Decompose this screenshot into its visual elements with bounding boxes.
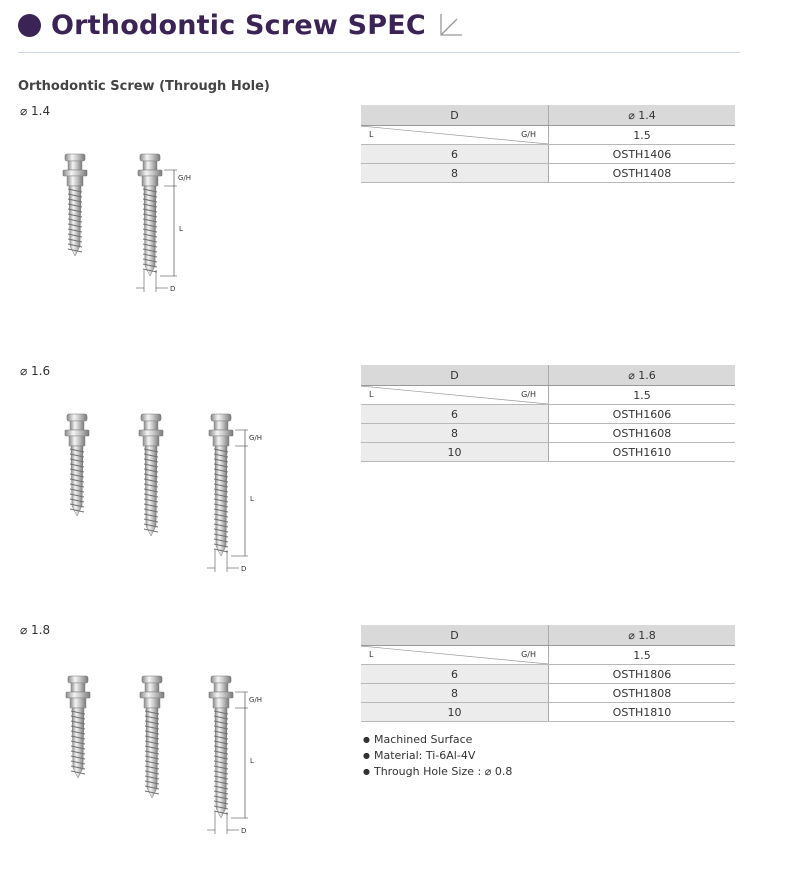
screw-illustration: [207, 674, 267, 844]
svg-text:L: L: [250, 757, 254, 765]
feature-item: ● Machined Surface: [363, 733, 512, 746]
row-code: OSTH1810: [549, 703, 736, 722]
header-divider: [18, 52, 740, 53]
row-code: OSTH1606: [549, 405, 736, 424]
row-length: 8: [361, 424, 549, 443]
row-length: 10: [361, 443, 549, 462]
row-code: OSTH1406: [549, 145, 736, 164]
row-code: OSTH1806: [549, 665, 736, 684]
section-subtitle: Orthodontic Screw (Through Hole): [18, 79, 270, 94]
size-label-1-8: ⌀ 1.8: [20, 623, 51, 637]
diag-label-gh: G/H: [521, 390, 536, 399]
spec-table-1-8: [361, 625, 735, 722]
chart-corner-icon: [438, 12, 464, 38]
feature-list: [363, 733, 512, 781]
header-d: D: [361, 105, 549, 126]
svg-text:G/H: G/H: [178, 174, 192, 182]
diag-label-l: L: [369, 130, 374, 139]
row-length: 6: [361, 665, 549, 684]
diag-cell: [361, 386, 549, 405]
page-header: [18, 8, 464, 42]
diag-label-gh: G/H: [521, 650, 536, 659]
screw-illustration: [207, 412, 267, 582]
feature-item: ● Through Hole Size : ⌀ 0.8: [363, 765, 512, 778]
header-diameter: ⌀ 1.4: [549, 105, 736, 126]
row-length: 8: [361, 164, 549, 183]
size-label-1-4: ⌀ 1.4: [20, 104, 51, 118]
screw-illustration: [138, 674, 170, 824]
screw-illustration: [137, 412, 169, 562]
row-code: OSTH1608: [549, 424, 736, 443]
gh-value: 1.5: [549, 646, 736, 665]
header-d: D: [361, 625, 549, 646]
screw-illustration: [61, 152, 93, 282]
row-code: OSTH1408: [549, 164, 736, 183]
svg-text:D: D: [241, 827, 247, 835]
header-d: D: [361, 365, 549, 386]
size-label-1-6: ⌀ 1.6: [20, 364, 51, 378]
screw-illustration: [63, 412, 95, 542]
bullet-dot: [18, 14, 41, 37]
svg-text:D: D: [241, 565, 247, 573]
svg-text:D: D: [170, 285, 176, 293]
feature-item: ● Material: Ti-6Al-4V: [363, 749, 512, 762]
gh-value: 1.5: [549, 386, 736, 405]
screw-illustration: [136, 152, 196, 302]
gh-value: 1.5: [549, 126, 736, 145]
svg-text:L: L: [179, 225, 183, 233]
page-title: Orthodontic Screw SPEC: [51, 9, 426, 41]
diag-cell: [361, 126, 549, 145]
diag-label-l: L: [369, 390, 374, 399]
row-length: 8: [361, 684, 549, 703]
spec-table-1-6: [361, 365, 735, 462]
row-code: OSTH1610: [549, 443, 736, 462]
row-length: 6: [361, 405, 549, 424]
header-diameter: ⌀ 1.8: [549, 625, 736, 646]
svg-text:G/H: G/H: [249, 434, 263, 442]
screw-illustration: [64, 674, 96, 804]
diag-label-gh: G/H: [521, 130, 536, 139]
row-length: 6: [361, 145, 549, 164]
header-diameter: ⌀ 1.6: [549, 365, 736, 386]
row-code: OSTH1808: [549, 684, 736, 703]
svg-text:G/H: G/H: [249, 696, 263, 704]
diag-label-l: L: [369, 650, 374, 659]
svg-text:L: L: [250, 495, 254, 503]
diag-cell: [361, 646, 549, 665]
row-length: 10: [361, 703, 549, 722]
spec-table-1-4: [361, 105, 735, 183]
